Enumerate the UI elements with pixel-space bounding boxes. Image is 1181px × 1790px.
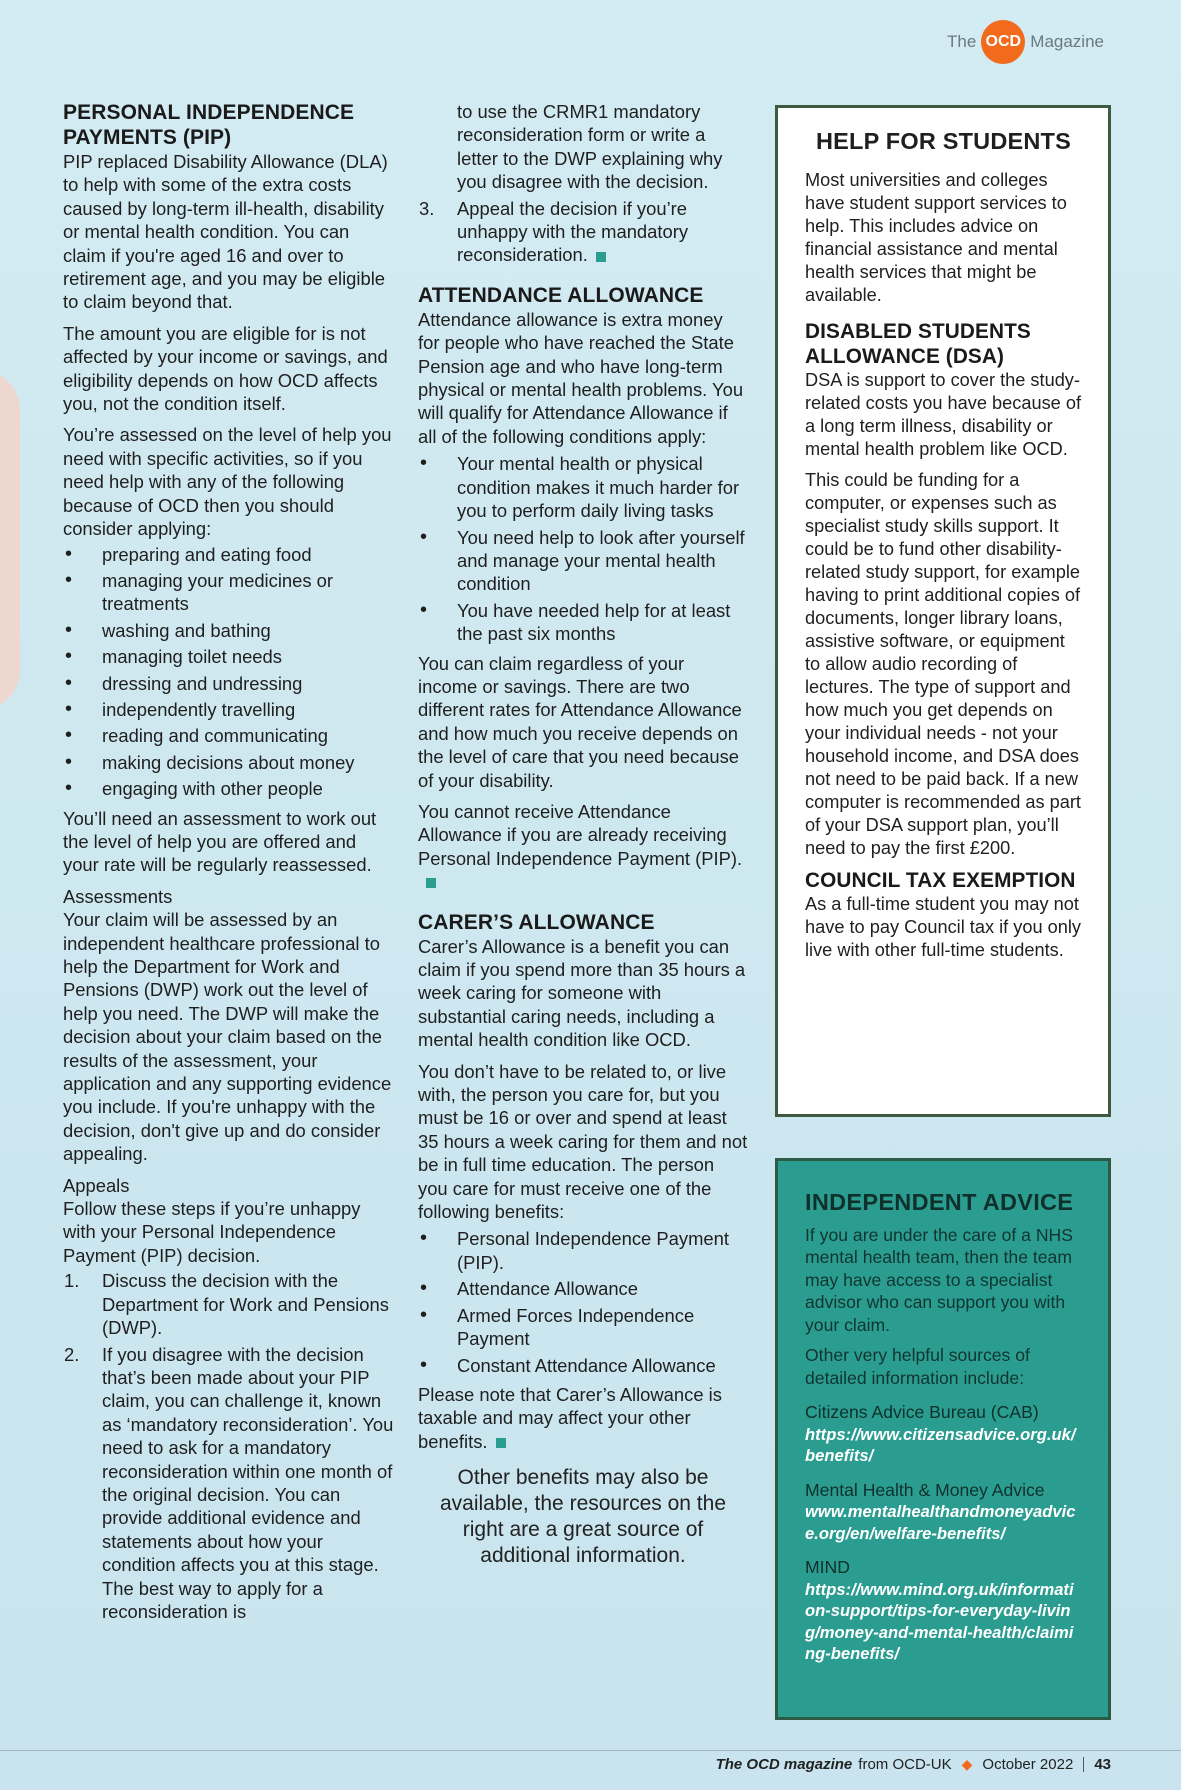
list-item: • preparing and eating food (63, 543, 395, 566)
footer-from: from OCD-UK (858, 1756, 952, 1773)
source-name: MIND (805, 1557, 850, 1577)
step-item (63, 1269, 395, 1339)
carers-paragraph-1: Carer’s Allowance is a benefit you can claim if you spend more than 35 hours a week caring for someone with substantial caring needs, including a mental health condition like OCD. (418, 935, 746, 1051)
students-heading: HELP FOR STUDENTS (816, 128, 1071, 154)
list-item: • You have needed help for at least the past six months (418, 599, 748, 646)
decorative-shape (0, 370, 20, 710)
end-marker-icon (596, 252, 606, 262)
step-item (418, 100, 748, 194)
masthead-post: Magazine (1030, 32, 1104, 51)
source-cab (805, 1401, 1082, 1467)
source-link[interactable]: https://www.mind.org.uk/information-support/tips-for-everyday-living/money-and-mental-health/claiming-benefits/ (805, 1579, 1074, 1663)
carers-paragraph-2: You don’t have to be related to, or live with, the person you care for, but you must be 16 or over and spend at least 35 hours a week caring for them and not be in full time education. The person you care for must receive one of the following benefits: (418, 1060, 748, 1223)
list-item: • making decisions about money (63, 751, 395, 774)
pip-paragraph-2: The amount you are eligible for is not affected by your income or savings, and eligibility depends on how OCD affects you, not the condition itself. (63, 322, 388, 415)
pip-heading: PERSONAL INDEPENDENCE PAYMENTS (PIP) (63, 101, 355, 149)
step-item (63, 1343, 395, 1624)
list-item: • reading and communicating (63, 724, 395, 747)
source-link[interactable]: https://www.citizensadvice.org.uk/benefits/ (805, 1424, 1076, 1465)
footer-magazine: The OCD magazine (715, 1756, 853, 1773)
dsa-paragraph-2: This could be funding for a computer, or expenses such as specialist study skills support. It could be to fund other disability-related study support, for example having to print additional copies of documents, longer library loans, assistive software, or equipment to allow audio recording of lectures. The type of support and how much you get depends on your individual needs - not your household income, and DSA does not need to be paid back. If a new computer is recommended as part of your DSA support plan, you’ll need to pay the first £200. (805, 470, 1081, 858)
footer (716, 1756, 1111, 1773)
pull-quote: Other benefits may also be available, the resources on the right are a great source of additional information. (439, 1466, 726, 1568)
list-item: • Armed Forces Independence Payment (418, 1304, 748, 1351)
council-tax-paragraph: As a full-time student you may not have to pay Council tax if you only live with other full-time students. (805, 894, 1082, 960)
source-name: Mental Health & Money Advice (805, 1479, 1045, 1500)
list-item: • Attendance Allowance (418, 1277, 748, 1300)
assessments-text: Your claim will be assessed by an independent healthcare professional to help the Department for Work and Pensions (DWP) work out the level of help you need. The DWP will make the decision about your claim based on the results of the assessment, your application and any supporting evidence you include. If you're unhappy with the decision, don't give up and do consider appealing. (63, 909, 392, 1165)
list-item: • managing toilet needs (63, 645, 395, 668)
step-text: to use the CRMR1 mandatory reconsideration form or write a letter to the DWP explaining why you disagree with the decision. (457, 101, 723, 193)
footer-date: October 2022 (982, 1756, 1074, 1773)
appeals-subheading: Appeals (63, 1174, 130, 1196)
page-number: 43 (1094, 1756, 1111, 1773)
advice-heading: INDEPENDENT ADVICE (805, 1189, 1074, 1215)
source-name: Citizens Advice Bureau (CAB) (805, 1402, 1039, 1422)
dsa-paragraph-1: DSA is support to cover the study-related costs you have because of a long term illness, disability or mental health problem like OCD. (805, 370, 1082, 459)
step-text: Appeal the decision if you’re unhappy with the mandatory reconsideration. (457, 197, 689, 266)
attendance-heading: ATTENDANCE ALLOWANCE (418, 283, 704, 307)
benefits-list (418, 1227, 748, 1376)
list-item: • independently travelling (63, 698, 395, 721)
pip-paragraph-1: PIP replaced Disability Allowance (DLA) to help with some of the extra costs caused by long-term ill-health, disability or mental health condition. You can claim if you're aged 16 and over to retirement age, and you may be eligible to claim beyond that. (63, 151, 388, 313)
source-mind (805, 1556, 1082, 1665)
column-1 (63, 100, 395, 1629)
carers-paragraph-3-text: Please note that Carer’s Allowance is taxable and may affect your other benefits. (418, 1383, 722, 1452)
step-number: 2. (64, 1343, 80, 1365)
carers-paragraph-3 (418, 1383, 748, 1453)
ocd-logo-badge: OCD (981, 20, 1025, 64)
advice-paragraph-1: If you are under the care of a NHS mental health team, then the team may have access to a specialist advisor who can support you with your claim. (805, 1224, 1073, 1335)
attendance-paragraph-3-text: You cannot receive Attendance Allowance if you are already receiving Personal Independence Payment (PIP). (418, 800, 743, 869)
step-item (418, 197, 748, 267)
students-intro: Most universities and colleges have student support services to help. This includes advice on financial assistance and mental health services that might be available. (805, 170, 1067, 305)
list-item: • Your mental health or physical condition makes it much harder for you to perform daily living tasks (418, 452, 748, 522)
appeal-steps (63, 1269, 395, 1623)
pip-paragraph-4: You’ll need an assessment to work out the level of help you are offered and your rate will be regularly reassessed. (63, 807, 377, 876)
activities-list (63, 543, 395, 801)
attendance-paragraph-3 (418, 800, 748, 894)
list-item: • You need help to look after yourself and manage your mental health condition (418, 526, 748, 596)
footer-divider (0, 1750, 1181, 1751)
appeal-steps-continued (418, 100, 748, 267)
list-item: • Personal Independence Payment (PIP). (418, 1227, 748, 1274)
help-for-students-box (775, 105, 1111, 1117)
source-mental-health-money (805, 1479, 1082, 1545)
list-item: • engaging with other people (63, 777, 395, 800)
masthead-pre: The (946, 32, 977, 51)
list-item: • Constant Attendance Allowance (418, 1354, 748, 1377)
appeals-text: Follow these steps if you’re unhappy with your Personal Independence Payment (PIP) decision. (63, 1198, 361, 1266)
council-tax-heading: COUNCIL TAX EXEMPTION (805, 869, 1076, 892)
attendance-paragraph-2: You can claim regardless of your income or savings. There are two different rates for Attendance Allowance and how much you receive depends on the level of care that you need because of your disability. (418, 652, 742, 791)
end-marker-icon (426, 878, 436, 888)
independent-advice-box (775, 1158, 1111, 1720)
step-text: Discuss the decision with the Department for Work and Pensions (DWP). (102, 1270, 389, 1339)
source-link[interactable]: www.mentalhealthandmoneyadvice.org/en/welfare-benefits/ (805, 1502, 1076, 1543)
list-item: • washing and bathing (63, 619, 395, 642)
column-2 (418, 100, 748, 1569)
step-number: 3. (419, 197, 435, 219)
pip-paragraph-3: You’re assessed on the level of help you need with specific activities, so if you need help with any of the following because of OCD then you should consider applying: (63, 424, 392, 540)
carers-heading: CARER’S ALLOWANCE (418, 910, 655, 934)
dsa-heading: DISABLED STUDENTS ALLOWANCE (DSA) (805, 320, 1031, 368)
footer-separator (1083, 1757, 1084, 1772)
list-item: • dressing and undressing (63, 672, 395, 695)
masthead (947, 22, 1104, 62)
conditions-list (418, 452, 748, 645)
step-number: 1. (64, 1270, 80, 1292)
step-text: If you disagree with the decision that’s been made about your PIP claim, you can challenge it, known as ‘mandatory reconsideration’. You need to ask for a mandatory reconsideration within one month of the original decision. You can provide additional evidence and statements about how your condition affects you at this stage. The best way to apply for a reconsideration is (102, 1343, 394, 1622)
end-marker-icon (496, 1438, 506, 1448)
diamond-icon: ◆ (961, 1756, 973, 1772)
advice-paragraph-2: Other very helpful sources of detailed information include: (805, 1345, 1030, 1388)
list-item: • managing your medicines or treatments (63, 569, 395, 616)
attendance-paragraph-1: Attendance allowance is extra money for people who have reached the State Pension age and who have long-term physical or mental health problems. You will qualify for Attendance Allowance if all of the following conditions apply: (418, 308, 744, 447)
assessments-subheading: Assessments (63, 885, 173, 907)
